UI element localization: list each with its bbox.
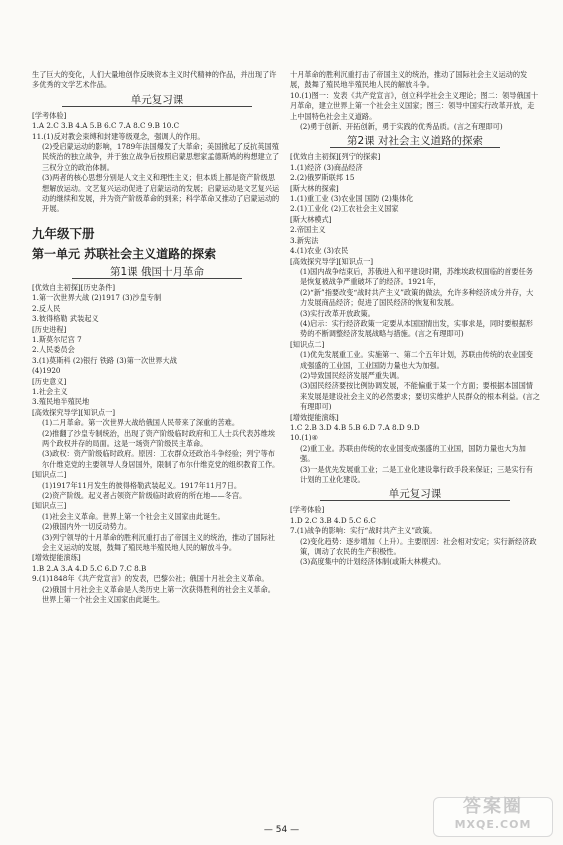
watermark-logo [433,797,553,837]
section-label: [知识点二] [290,339,325,349]
answer-line: 2.反人民 [32,303,61,313]
answer-line: (2)俄国十月社会主义革命是人类历史上第一次获得胜利的社会主义革命。世界上第一个社会主义国家由此诞生。 [42,584,275,605]
answer-line: (3)实行改革开放政策。 [300,308,375,318]
section-label: [知识点一] [80,407,116,417]
section-label: [增效提能演练] [290,412,339,422]
answer-line: 2.(1)工业化 (2)工农社会主义国家 [290,204,399,214]
answer-line: (2)导致国民经济发展严重失调。 [300,370,404,380]
section-heading: 单元复习课 [290,487,540,501]
answer-line: (2)俄国内外一切反动势力。 [42,522,132,532]
answer-line: 1.(1)经济 (3)商品经济 [290,162,363,172]
section-heading: 单元复习课 [32,93,282,107]
answer-line: (3)列宁领导的十月革命的胜利沉重打击了帝国主义的统治，推动了国际社会主义运动的发展，鼓舞了殖民地半殖民地人民的解放斗争。 [42,532,275,553]
answer-line: (4)1920 [32,366,61,376]
answer-line: 10.(1)④ [290,433,319,443]
section-label: [历史条件] [80,282,116,292]
answer-line: 9.(1)1848年《共产党宣言》的发表，巴黎公社；俄国十月社会主义革命。 [32,574,269,584]
right-column [290,70,540,568]
answer-line: 10.(1)图一：发表《共产党宣言》，创立科学社会主义理论；图二：领导俄国十月革命，建立世界上第一个社会主义国家；图三：领导中国实行改革开放，走上中国特色社会主义道路。 [290,90,539,121]
answer-line: 11.(1)反对教会束缚和封建等级观念，强调人的作用。 [32,131,205,141]
answer-line: 4.(1)农业 (3)农民 [290,246,349,256]
section-label: [知识点二] [32,470,67,480]
section-label: [学考体验] [32,110,67,120]
answer-line: 1.(1)重工业 (3)农业国 国防 (2)集体化 [290,194,414,204]
answer-line: (2)变化趋势：逐步增加（上升）。主要原因：社会相对安定；实行新经济政策，调动了农民的生产积极性。 [300,536,537,557]
answer-line: (3)两者的核心思想分别是人文主义和理性主义；但本质上都是资产阶级思想解放运动。文艺复兴运动促进了启蒙运动的发展；启蒙运动是文艺复兴运动的继续和发展，并为资产阶级革命的到来；科学革命又推动了启蒙运动的开展。 [42,173,280,214]
section-label: [历史意义] [32,376,67,386]
answer-line: (1)二月革命。第一次世界大战给俄国人民带来了深重的苦难。 [42,418,240,428]
answer-line: (2)推翻了沙皇专制统治，出现了资产阶级临时政府和工人士兵代表苏维埃两个政权并存的局面。这是一场资产阶级民主革命。 [42,428,275,448]
answer-line: 7.(1)战争的影响：实行“战时共产主义”政策。 [290,526,437,536]
section-label: [优效自主初探] [290,152,339,162]
answer-line: 生了巨大的变化，人们大量地创作反映资本主义时代精神的作品，并出现了许多优秀的文学艺术作品。 [32,70,277,90]
answer-line: (2)勇于创新、开拓创新，勇于实践的优秀品质。(言之有理即可) [300,122,503,132]
answer-line: (1)优先发展重工业。实施第一、第二个五年计划，苏联由传统的农业国变成强盛的工业国，工业国防力量也大为加强。 [300,350,533,370]
section-label: [知识点三] [32,501,67,511]
section-label: [斯大林的探索] [290,183,339,193]
section-label: [增效提能演练] [32,553,81,563]
watermark-line-1: 答案圈 [463,796,523,817]
answer-line: (1)国内战争结束后，苏俄进入和平建设时期，苏维埃政权面临的首要任务是恢复被战争严重破坏了的经济。1921年， [300,266,533,287]
left-column [32,70,282,605]
answer-line: 1.D 2.C 3.B 4.D 5.C 6.C [290,515,376,525]
answer-line: 3.彼得格勒 武装起义 [32,314,99,324]
answer-line: (4)启示：实行经济政策一定要从本国国情出发，实事求是，同时要根据形势的不断调整经济发展战略与措施。(言之有理即可) [300,318,533,339]
section-label: [学考体验] [290,505,325,515]
section-label: [列宁的探索] [338,152,381,162]
answer-line: 3.殖民地半殖民地 [32,397,90,407]
answer-line: (2)资产阶级。起义者占领资产阶级临时政府的所在地——冬宫。 [42,491,247,500]
section-label: [优效自主初探] [32,282,81,292]
answer-line: (2)重工业。苏联由传统的农业国变成强盛的工业国，国防力量也大为加强。 [300,443,526,464]
answer-line: 1.B 2.A 3.A 4.D 5.C 6.D 7.C 8.B [32,563,147,573]
answer-line: 1.第一次世界大战 (2)1917 (3)沙皇专制 [32,293,162,303]
answer-line: (1)社会主义革命。世界上第一个社会主义国家由此诞生。 [42,511,225,521]
watermark-line-2: MXQE.COM [454,818,532,831]
lesson-title: 第1课 俄国十月革命 [32,265,282,279]
answer-line: 十月革命的胜利沉重打击了帝国主义的统治，推动了国际社会主义运动的发展，鼓舞了殖民地半殖民地人民的解放斗争。 [290,70,528,90]
answer-line: (3)国民经济要按比例协调发展，不能偏重于某一个方面；要根据本国国情来发展是建设社会主义的必然要求；要切实维护人民群众的根本利益。(言之有理即可) [300,381,540,412]
answer-line: (2)受启蒙运动的影响，1789年法国爆发了大革命；美国掀起了反抗英国殖民统治的独立战争，并于独立战争后按照启蒙思想家孟德斯鸠的构想建立了三权分立的政治体制。 [42,142,280,172]
section-label: [高效探究导学] [290,256,339,266]
grade-title: 九年级下册 [32,225,95,241]
section-label: [高效探究导学] [32,407,81,417]
answer-line: 1.A 2.C 3.B 4.A 5.B 6.C 7.A 8.C 9.B 10.C [32,121,180,131]
answer-line: 1.社会主义 [32,386,68,396]
answer-line: 2.帝国主义 [290,225,326,235]
answer-line: (3)一是优先发展重工业；二是工业化建设靠行政手段来保证；三是实行有计划的工业化建设。 [300,464,533,485]
section-label: [历史进程] [32,324,67,334]
section-label: [知识点一] [338,256,374,266]
lesson-title: 第2课 对社会主义道路的探索 [290,134,540,148]
answer-line: (2)“新”指要改变“战时共产主义”政策的做法，允许多种经济成分并存，大力发展商品经济；促进了国民经济的恢复和发展。 [300,287,534,308]
section-label: [斯大林模式] [290,214,332,224]
answer-line: 2.(2)俄罗斯联邦 15 [290,173,355,183]
unit-title: 第一单元 苏联社会主义道路的探索 [32,246,217,261]
answer-line: (3)政权：资产阶级临时政府。原因：工农群众还政治斗争经验；列宁等布尔什维克党的主要领导人身居国外，限制了布尔什维克党的组织教育工作。 [42,449,280,469]
answer-line: 1.C 2.B 3.D 4.B 5.B 6.D 7.A 8.D 9.D [290,423,420,432]
answer-line: 3.(1)莫斯科 (2)银行 铁路 (3)第一次世界大战 [32,355,177,365]
answer-line: (3)高度集中的计划经济体制(或斯大林模式)。 [300,557,446,567]
answer-line: 3.新宪法 [290,235,319,245]
answer-line: 2.人民委员会 [32,345,75,355]
page-number: — 54 — [263,824,300,835]
answer-line: (1)1917年11月发生的彼得格勒武装起义。1917年11月7日。 [42,480,242,490]
answer-line: 1.斯莫尔尼宫 7 [32,334,82,344]
